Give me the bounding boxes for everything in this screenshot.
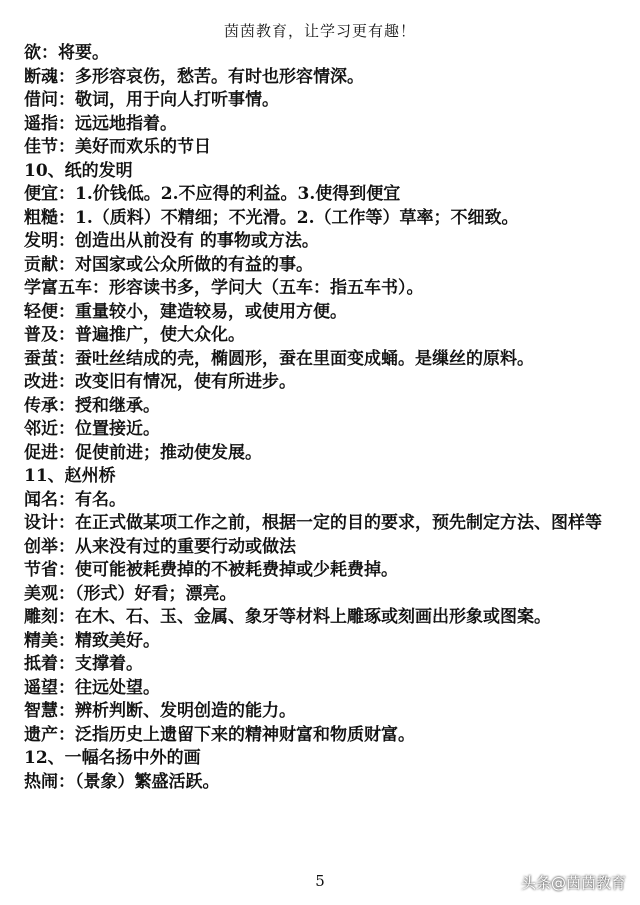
entry-definition: 在正式做某项工作之前，根据一定的目的要求，预先制定方法、图样等 [75, 513, 602, 533]
glossary-entry [24, 653, 624, 677]
entry-definition: 位置接近。 [75, 419, 160, 439]
entry-colon: ： [58, 301, 75, 322]
entry-definition: 将要。 [58, 43, 109, 63]
entry-definition: 对国家或公众所做的有益的事。 [75, 254, 313, 275]
entry-definition: 促使前进；推动使发展。 [75, 442, 262, 463]
entry-definition: 精致美好。 [75, 630, 160, 651]
entry-colon: ： [58, 442, 75, 463]
entry-definition: 改变旧有情况，使有所进步。 [75, 372, 296, 392]
glossary-entry [24, 277, 624, 301]
glossary-entry [24, 442, 624, 466]
glossary-entry [24, 724, 624, 748]
glossary-entry [24, 489, 624, 513]
entry-term: 借问 [24, 90, 58, 110]
entry-colon: ： [58, 513, 75, 533]
entry-definition: 在木、石、玉、金属、象牙等材料上雕琢或刻画出形象或图案。 [75, 607, 551, 627]
entry-definition: 1.价钱低。2.不应得的利益。3.使得到便宜 [75, 184, 401, 204]
entry-colon: ： [58, 560, 75, 580]
entry-term: 设计 [24, 513, 58, 533]
entry-term: 美观 [24, 583, 58, 604]
entry-term: 贡献 [24, 254, 58, 275]
glossary-entry [24, 395, 624, 419]
entry-term: 雕刻 [24, 607, 58, 627]
entry-definition: 蚕吐丝结成的壳，椭圆形，蚕在里面变成蛹。是缫丝的原料。 [75, 348, 534, 369]
entry-term: 传承 [24, 395, 58, 416]
entry-term: 遗产 [24, 724, 58, 745]
entry-colon: ： [58, 724, 75, 745]
entry-term: 改进 [24, 372, 58, 392]
entry-definition: 敬词，用于向人打听事情。 [75, 90, 279, 110]
entry-definition: 普遍推广，使大众化。 [75, 325, 245, 345]
entry-colon: ： [58, 348, 75, 369]
glossary-entry [24, 606, 624, 630]
entry-term: 遥望 [24, 677, 58, 698]
entry-colon: ： [58, 419, 75, 439]
entry-term: 抵着 [24, 654, 58, 674]
entry-colon: ： [58, 66, 75, 87]
entry-term: 热闹 [24, 771, 58, 792]
entry-colon: ： [58, 489, 75, 510]
entry-definition: 授和继承。 [75, 395, 160, 416]
glossary-entry [24, 254, 624, 278]
entry-colon: ： [58, 254, 75, 275]
entry-term: 邻近 [24, 419, 58, 439]
section-heading: 12、一幅名扬中外的画 [24, 748, 201, 768]
glossary-entry [24, 301, 624, 325]
glossary-entry [24, 536, 624, 560]
entry-definition: 形容读书多，学问大（五车：指五车书）。 [109, 278, 424, 298]
entry-definition: （形式）好看；漂亮。 [75, 583, 237, 604]
entry-term: 智慧 [24, 701, 58, 721]
entry-colon: ： [41, 43, 58, 63]
entry-term: 轻便 [24, 301, 58, 322]
entry-term: 便宜 [24, 184, 58, 204]
entry-term: 闻名 [24, 489, 58, 510]
glossary-content [24, 42, 624, 794]
entry-colon: ： [58, 113, 75, 134]
entry-term: 促进 [24, 442, 58, 463]
glossary-entry [24, 230, 624, 254]
glossary-entry [24, 113, 624, 137]
entry-definition: 辨析判断、发明创造的能力。 [75, 701, 296, 721]
entry-colon: ： [58, 701, 75, 721]
entry-term: 普及 [24, 325, 58, 345]
glossary-entry [24, 136, 624, 160]
entry-colon: ： [58, 677, 75, 698]
glossary-entry [24, 42, 624, 66]
glossary-entry [24, 583, 624, 607]
section-heading: 11、赵州桥 [24, 466, 116, 486]
entry-colon: ： [58, 583, 75, 604]
entry-colon: ： [58, 771, 75, 792]
page-header: 茵茵教育，让学习更有趣！ [223, 22, 416, 40]
entry-term: 学富五车 [24, 278, 92, 298]
entry-definition: 美好而欢乐的节日 [75, 137, 211, 157]
entry-colon: ： [92, 278, 109, 298]
entry-colon: ： [58, 137, 75, 157]
entry-definition: 泛指历史上遗留下来的精神财富和物质财富。 [75, 724, 415, 745]
entry-colon: ： [58, 184, 75, 204]
entry-colon: ： [58, 90, 75, 110]
entry-definition: 远远地指着。 [75, 113, 177, 134]
glossary-entry [24, 183, 624, 207]
entry-colon: ： [58, 207, 75, 228]
entry-term: 粗糙 [24, 207, 58, 228]
entry-term: 遥指 [24, 113, 58, 134]
glossary-entry [24, 348, 624, 372]
entry-colon: ： [58, 630, 75, 651]
entry-term: 发明 [24, 231, 58, 251]
entry-term: 节省 [24, 560, 58, 580]
section-heading: 10、纸的发明 [24, 160, 133, 181]
entry-term: 蚕茧 [24, 348, 58, 369]
entry-term: 佳节 [24, 137, 58, 157]
entry-colon: ： [58, 325, 75, 345]
entry-term: 断魂 [24, 66, 58, 87]
glossary-entry [24, 66, 624, 90]
entry-definition: 使可能被耗费掉的不被耗费掉或少耗费掉。 [75, 560, 398, 580]
entry-definition: 多形容哀伤，愁苦。有时也形容情深。 [75, 66, 364, 87]
entry-colon: ： [58, 395, 75, 416]
glossary-entry [24, 559, 624, 583]
entry-definition: 支撑着。 [75, 654, 143, 674]
entry-definition: 1.（质料）不精细；不光滑。2.（工作等）草率；不细致。 [75, 207, 519, 228]
glossary-entry [24, 371, 624, 395]
glossary-entry [24, 771, 624, 795]
entry-definition: （景象）繁盛活跃。 [75, 771, 220, 792]
entry-term: 创举 [24, 536, 58, 557]
entry-definition: 从来没有过的重要行动或做法 [75, 536, 296, 557]
entry-definition: 有名。 [75, 489, 126, 510]
watermark: 头条@茵茵教育 [520, 874, 626, 892]
entry-definition: 创造出从前没有 的事物或方法。 [75, 231, 319, 251]
entry-colon: ： [58, 654, 75, 674]
glossary-entry [24, 418, 624, 442]
glossary-entry [24, 630, 624, 654]
entry-colon: ： [58, 231, 75, 251]
entry-colon: ： [58, 372, 75, 392]
glossary-entry [24, 677, 624, 701]
glossary-entry [24, 207, 624, 231]
glossary-entry [24, 89, 624, 113]
entry-colon: ： [58, 607, 75, 627]
entry-definition: 往远处望。 [75, 677, 160, 698]
entry-term: 精美 [24, 630, 58, 651]
entry-term: 欲 [24, 43, 41, 63]
page-number: 5 [315, 872, 325, 890]
glossary-entry [24, 700, 624, 724]
glossary-entry [24, 324, 624, 348]
entry-definition: 重量较小，建造较易，或使用方便。 [75, 301, 347, 322]
entry-colon: ： [58, 536, 75, 557]
glossary-entry [24, 512, 624, 536]
